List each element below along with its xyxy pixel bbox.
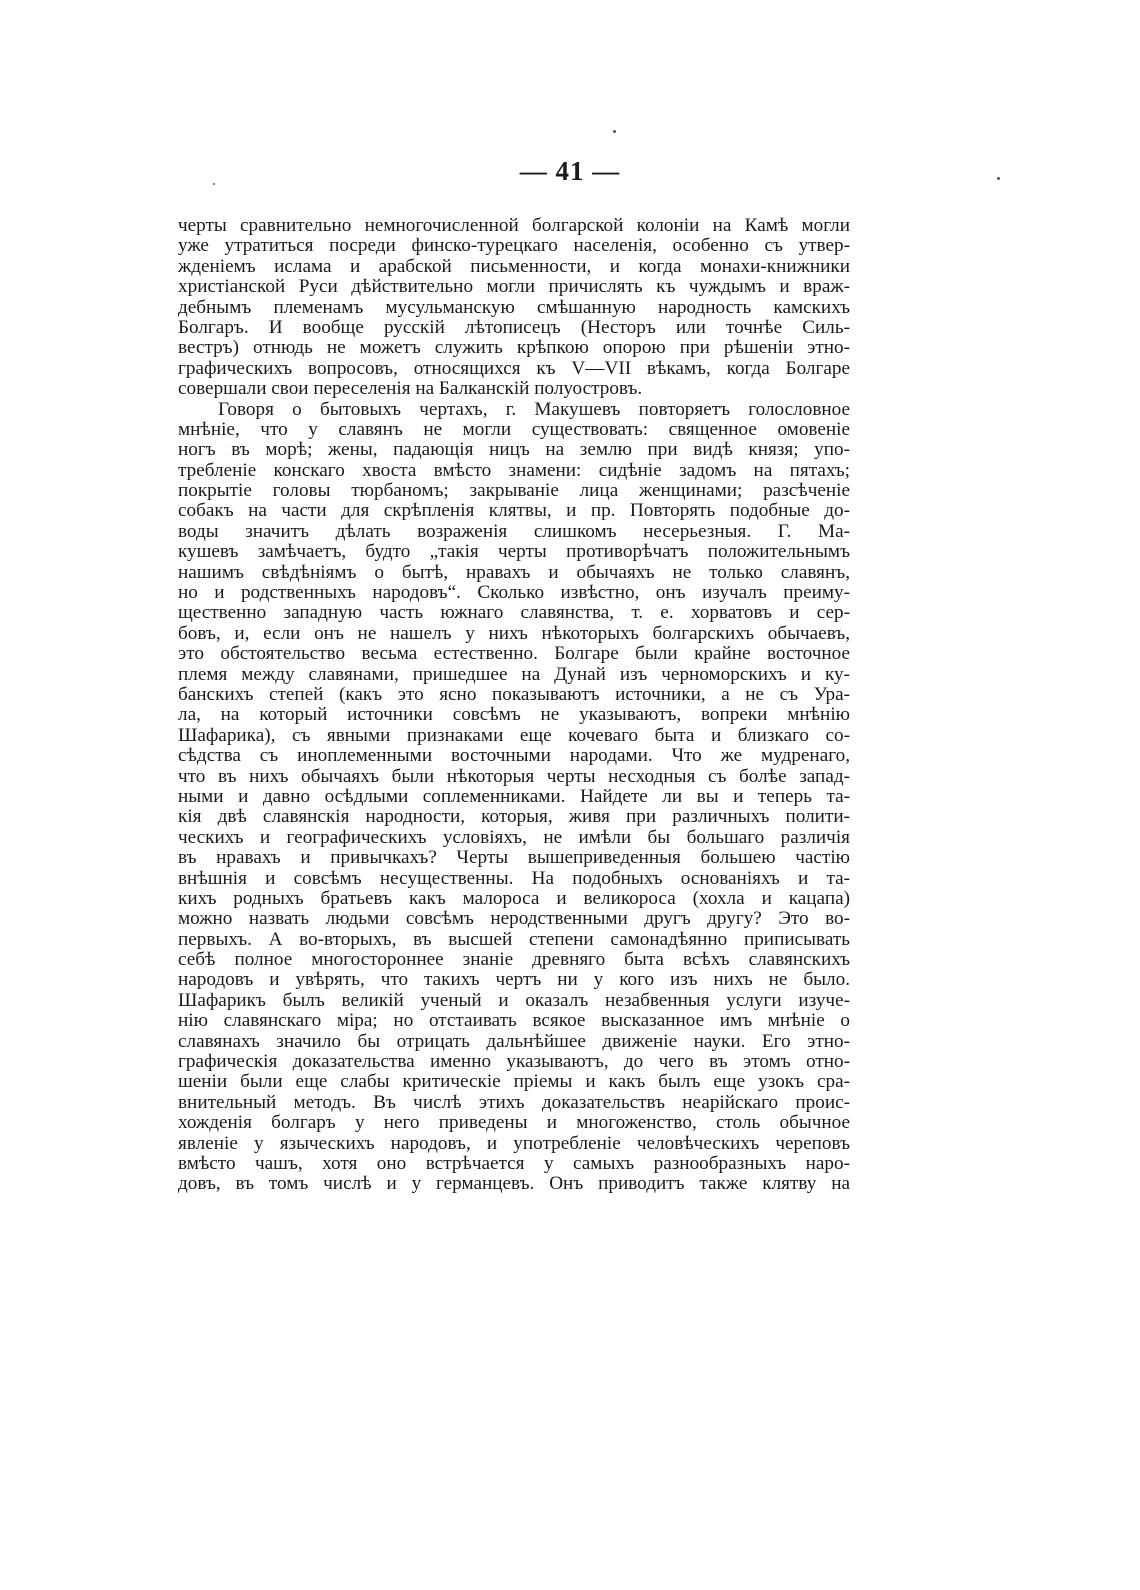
text-line: можно назвать людьми совсѣмъ неродственными другъ другу? Это во- [178, 909, 850, 930]
text-line: ными и давно осѣдлыми соплеменниками. Найдете ли вы и теперь та- [178, 786, 850, 807]
text-line: жденіемъ ислама и арабской письменности, и когда монахи-книжники [178, 256, 850, 277]
text-line: дебнымъ племенамъ мусульманскую смѣшанную народность камскихъ [178, 297, 850, 318]
text-line: первыхъ. А во-вторыхъ, въ высшей степени самонадѣянно приписывать [178, 929, 850, 950]
text-line: довъ, въ томъ числѣ и у германцевъ. Онъ приводитъ также клятву на [178, 1174, 850, 1195]
text-line: покрытіе головы тюрбаномъ; закрываніе лица женщинами; разсѣченіе [178, 481, 850, 502]
text-line: мнѣніе, что у славянъ не могли существовать: священное омовеніе [178, 419, 850, 440]
text-line: графическихъ вопросовъ, относящихся къ V—VII вѣкамъ, когда Болгаре [178, 358, 850, 379]
text-line: вмѣсто чашъ, хотя оно встрѣчается у самыхъ разнообразныхъ наро- [178, 1153, 850, 1174]
text-line: Шафарикъ былъ великій ученый и оказалъ незабвенныя услуги изуче- [178, 990, 850, 1011]
text-line: сѣдства съ иноплеменными восточными народами. Что же мудренаго, [178, 746, 850, 767]
scan-speck [613, 130, 616, 133]
paragraph [178, 400, 850, 1195]
text-line: щественно западную часть южнаго славянства, т. е. хорватовъ и сер- [178, 603, 850, 624]
text-line: племя между славянами, пришедшее на Дунай изъ черноморскихъ и ку- [178, 664, 850, 685]
text-line: внѣшнія и совсѣмъ несущественны. На подобныхъ основаніяхъ и та- [178, 868, 850, 889]
text-line: Болгаръ. И вообще русскій лѣтописецъ (Несторъ или точнѣе Силь- [178, 317, 850, 338]
text-line: шеніи были еще слабы критическіе пріемы и какъ былъ еще узокъ сра- [178, 1072, 850, 1093]
text-line: черты сравнительно немногочисленной болгарской колоніи на Камѣ могли [178, 216, 850, 236]
text-line: славянахъ значило бы отрицать дальнѣйшее движеніе науки. Его этно- [178, 1031, 850, 1052]
text-line: но и родственныхъ народовъ“. Сколько извѣстно, онъ изучалъ преиму- [178, 583, 850, 604]
text-line: уже утратиться посреди финско-турецкаго населенія, особенно съ утвер- [178, 236, 850, 257]
text-line: хожденія болгаръ у него приведены и многоженство, столь обычное [178, 1113, 850, 1134]
body-text [178, 216, 850, 1195]
text-line: Шафарика), съ явными признаками еще кочеваго быта и близкаго со- [178, 725, 850, 746]
paragraph [178, 216, 850, 400]
text-line: воды значитъ дѣлать возраженія слишкомъ несерьезныя. Г. Ма- [178, 521, 850, 542]
text-line: христіанской Руси дѣйствительно могли причислять къ чуждымъ и враж- [178, 277, 850, 298]
text-line: графическія доказательства именно указываютъ, до чего въ этомъ отно- [178, 1052, 850, 1073]
text-line: внительный методъ. Въ числѣ этихъ доказательствъ неарійскаго проис- [178, 1092, 850, 1113]
text-line: кія двѣ славянскія народности, которыя, живя при различныхъ полити- [178, 807, 850, 828]
text-line: требленіе конскаго хвоста вмѣсто знамени: сидѣніе задомъ на пятахъ; [178, 460, 850, 481]
page-number: — 41 — [519, 156, 621, 186]
text-line: въ нравахъ и привычкахъ? Черты вышеприведенныя большею частію [178, 848, 850, 869]
text-line: Говоря о бытовыхъ чертахъ, г. Макушевъ повторяетъ голословное [218, 399, 850, 420]
text-line: ческихъ и географическихъ условіяхъ, не имѣли бы большаго различія [178, 827, 850, 848]
text-line: себѣ полное многостороннее знаніе древняго быта всѣхъ славянскихъ [178, 950, 850, 971]
text-line: ногъ въ морѣ; жены, падающія ницъ на землю при видѣ князя; упо- [178, 440, 850, 461]
text-line: вестръ) отнюдь не можетъ служить крѣпкою опорою при рѣшеніи этно- [178, 338, 850, 359]
text-line: нію славянскаго міра; но отстаивать всякое высказанное имъ мнѣніе о [178, 1011, 850, 1032]
text-line: нашимъ свѣдѣніямъ о бытѣ, нравахъ и обычаяхъ не только славянъ, [178, 562, 850, 583]
text-line: совершали свои переселенія на Балканскій полуостровъ. [178, 379, 643, 400]
text-line: кихъ родныхъ братьевъ какъ малороса и великороса (хохла и кацапа) [178, 888, 850, 909]
text-line: что въ нихъ обычаяхъ были нѣкоторыя черты несходныя съ болѣе запад- [178, 766, 850, 787]
text-line: явленіе у языческихъ народовъ, и употребленіе человѣческихъ череповъ [178, 1133, 850, 1154]
text-line: народовъ и увѣрять, что такихъ чертъ ни у кого изъ нихъ не было. [178, 970, 850, 991]
text-line: собакъ на части для скрѣпленія клятвы, и пр. Повторять подобные до- [178, 501, 850, 522]
text-line: это обстоятельство весьма естественно. Болгаре были крайне восточное [178, 644, 850, 665]
text-line: банскихъ степей (какъ это ясно показываютъ источники, а не съ Ура- [178, 684, 850, 705]
text-line: ла, на который источники совсѣмъ не указываютъ, вопреки мнѣнію [178, 705, 850, 726]
text-line: кушевъ замѣчаетъ, будто „такія черты противорѣчатъ положительнымъ [178, 542, 850, 563]
text-line: бовъ, и, если онъ не нашелъ у нихъ нѣкоторыхъ болгарскихъ обычаевъ, [178, 623, 850, 644]
